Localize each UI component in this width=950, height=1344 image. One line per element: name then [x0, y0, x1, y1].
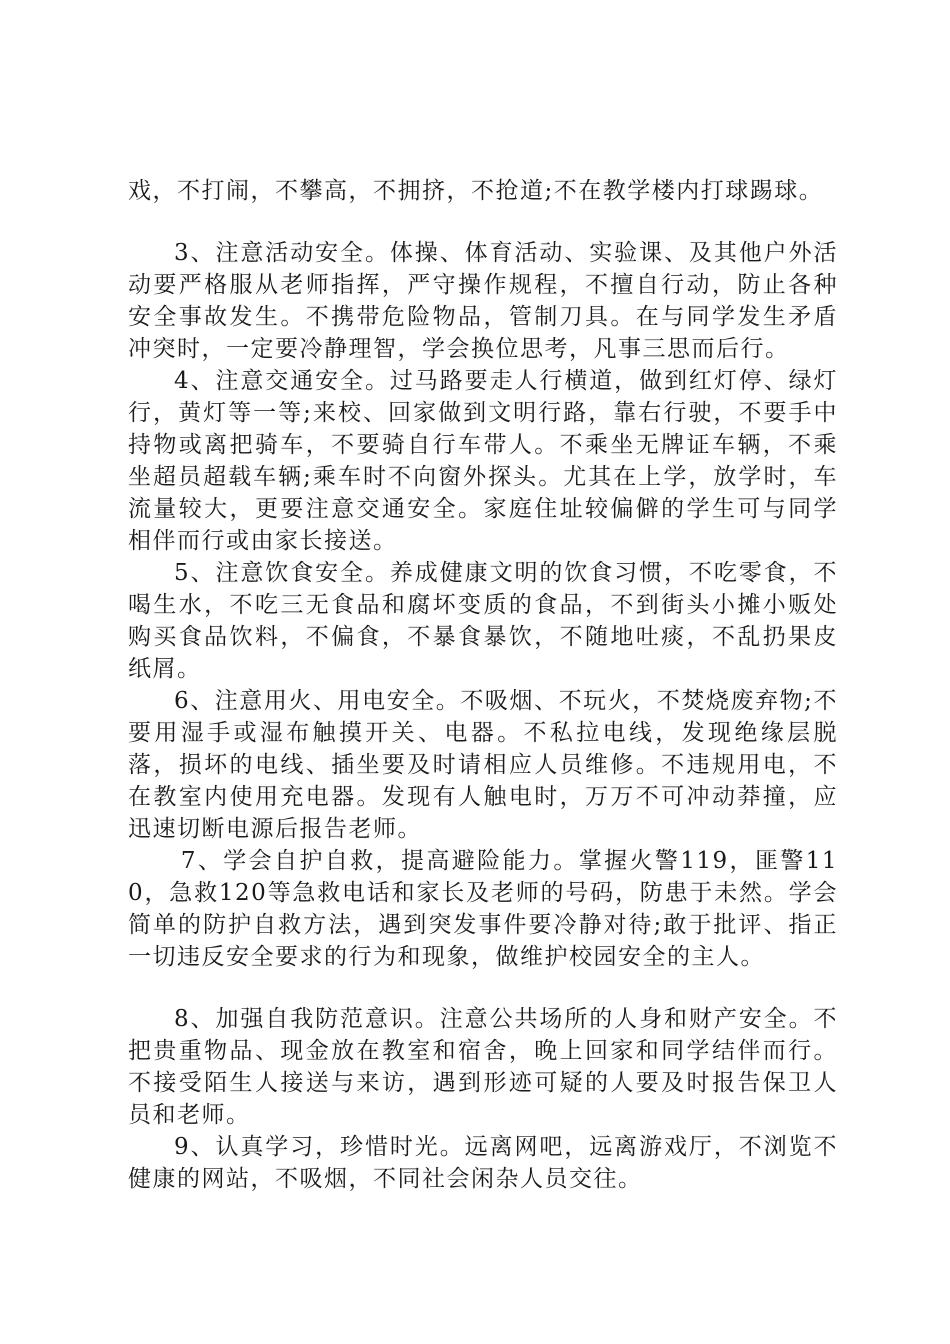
- paragraph-gap: [128, 973, 838, 1003]
- paragraph-self-defense-awareness: 8、加强自我防范意识。注意公共场所的人身和财产安全。不把贵重物品、现金放在教室和宿舍，晚上回家和同学结伴而行。不接受陌生人接送与来访，遇到形迹可疑的人要及时报告保卫人员和老师。: [128, 1006, 838, 1128]
- paragraph-gap: [128, 207, 838, 237]
- paragraph-fire-electric-safety: 6、注意用火、用电安全。不吸烟、不玩火，不焚烧废弃物;不要用湿手或湿布触摸开关、电器。不私拉电线，发现绝缘层脱落，损坏的电线、插坐要及时请相应人员维修。不违规用电，不在教室内使用充电器。发现有人触电时，万万不可冲动莽撞，应迅速切断电源后报告老师。: [128, 688, 838, 842]
- paragraph-continuation: 戏，不打闹，不攀高，不拥挤，不抢道;不在教学楼内打球踢球。: [128, 178, 824, 204]
- paragraph-traffic-safety: 4、注意交通安全。过马路要走人行横道，做到红灯停、绿灯行，黄灯等一等;来校、回家做到文明行路，靠右行驶，不要手中持物或离把骑车，不要骑自行车带人。不乘坐无牌证车辆，不乘坐超员超载车辆;乘车时不向窗外探头。尤其在上学，放学时，车流量较大，更要注意交通安全。家庭住址较偏僻的学生可与同学相伴而行或由家长接送。: [128, 368, 838, 554]
- paragraph-study-diligently: 9、认真学习，珍惜时光。远离网吧，远离游戏厅，不浏览不健康的网站，不吸烟，不同社会闲杂人员交往。: [128, 1134, 838, 1192]
- paragraph-activity-safety: 3、注意活动安全。体操、体育活动、实验课、及其他户外活动要严格服从老师指挥，严守操作规程，不擅自行动，防止各种安全事故发生。不携带危险物品，管制刀具。在与同学发生矛盾冲突时，一定要冷静理智，学会换位思考，凡事三思而后行。: [128, 240, 838, 362]
- document-body: [128, 175, 838, 1195]
- paragraph-food-safety: 5、注意饮食安全。养成健康文明的饮食习惯，不吃零食，不喝生水，不吃三无食品和腐坏变质的食品，不到街头小摊小贩处购买食品饮料，不偏食，不暴食暴饮，不随地吐痰，不乱扔果皮纸屑。: [128, 560, 838, 682]
- paragraph-self-protection: 7、学会自护自救，提高避险能力。掌握火警119，匪警110，急救120等急救电话和家长及老师的号码，防患于未然。学会简单的防护自救方法，遇到突发事件要冷静对待;敢于批评、指正一切违反安全要求的行为和现象，做维护校园安全的主人。: [128, 848, 838, 970]
